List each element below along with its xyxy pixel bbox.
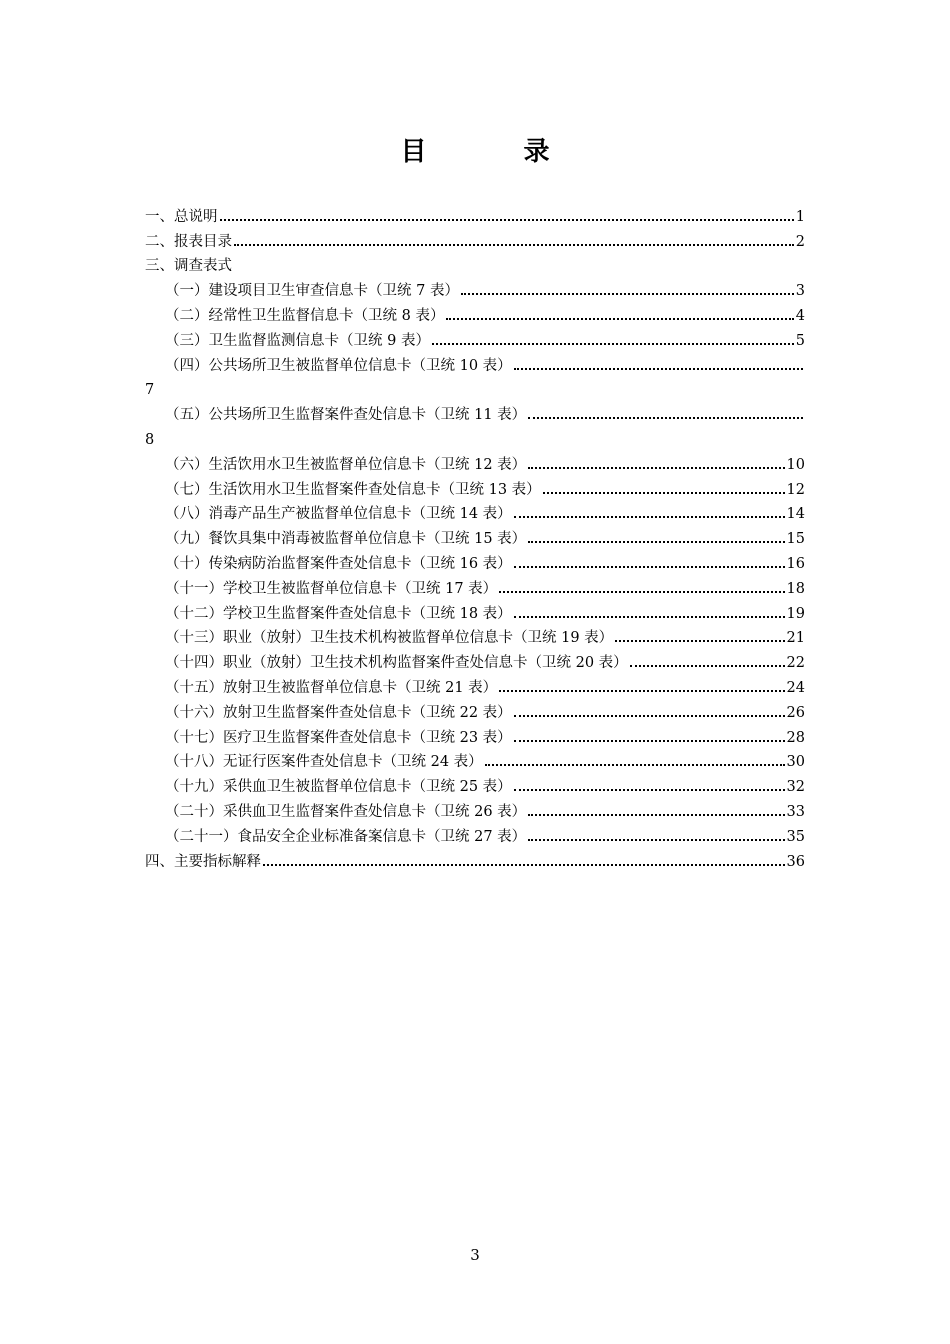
toc-entry-page: 24 bbox=[786, 679, 805, 696]
toc-entry-label: （九）餐饮具集中消毒被监督单位信息卡（卫统 15 表） bbox=[165, 531, 527, 548]
toc-entry-page: 7 bbox=[145, 382, 155, 399]
toc-entry[interactable] bbox=[145, 598, 805, 623]
toc-entry[interactable] bbox=[145, 573, 805, 598]
toc-entry-page: 22 bbox=[786, 655, 805, 672]
toc-leader-dots bbox=[514, 367, 803, 370]
toc-entry[interactable] bbox=[145, 647, 805, 672]
toc-leader-dots bbox=[499, 590, 784, 593]
toc-entry-page: 15 bbox=[786, 531, 805, 548]
toc-leader-dots bbox=[220, 218, 794, 221]
toc-entry-page: 32 bbox=[786, 779, 805, 796]
toc-entry-page: 8 bbox=[145, 431, 155, 448]
toc-entry[interactable] bbox=[145, 350, 805, 375]
toc-leader-dots bbox=[528, 416, 803, 419]
toc-entry[interactable] bbox=[145, 771, 805, 796]
toc-entry-page: 4 bbox=[795, 307, 805, 324]
toc-leader-dots bbox=[514, 788, 785, 791]
toc-entry-page: 3 bbox=[795, 283, 805, 300]
toc-entry-label: （十三）职业（放射）卫生技术机构被监督单位信息卡（卫统 19 表） bbox=[165, 630, 614, 647]
toc-entry[interactable] bbox=[145, 300, 805, 325]
toc-entry[interactable] bbox=[145, 722, 805, 747]
toc-entry-page: 26 bbox=[786, 704, 805, 721]
toc-entry[interactable] bbox=[145, 499, 805, 524]
toc-leader-dots bbox=[432, 342, 794, 345]
toc-entry-label: （六）生活饮用水卫生被监督单位信息卡（卫统 12 表） bbox=[165, 456, 527, 473]
toc-entry-label: （一）建设项目卫生审查信息卡（卫统 7 表） bbox=[165, 283, 459, 300]
toc-entry-page: 2 bbox=[795, 233, 805, 250]
toc-entry[interactable] bbox=[145, 474, 805, 499]
toc-leader-dots bbox=[446, 317, 793, 320]
toc-entry-wrapped-page[interactable] bbox=[145, 375, 805, 400]
toc-entry-label: （十六）放射卫生监督案件查处信息卡（卫统 22 表） bbox=[165, 704, 512, 721]
toc-entry-label: 三、调查表式 bbox=[145, 258, 232, 275]
toc-leader-dots bbox=[514, 739, 785, 742]
toc-leader-dots bbox=[234, 243, 794, 246]
toc-entry[interactable] bbox=[145, 697, 805, 722]
toc-leader-dots bbox=[485, 763, 785, 766]
toc-leader-dots bbox=[514, 515, 785, 518]
toc-entry-page: 16 bbox=[786, 555, 805, 572]
toc-leader-dots bbox=[615, 639, 784, 642]
toc-leader-dots bbox=[528, 838, 784, 841]
toc-entry-label: （十九）采供血卫生被监督单位信息卡（卫统 25 表） bbox=[165, 779, 512, 796]
toc-entry[interactable] bbox=[145, 796, 805, 821]
toc-leader-dots bbox=[543, 491, 785, 494]
toc-entry-label: 一、总说明 bbox=[145, 208, 218, 225]
toc-entry-label: （八）消毒产品生产被监督单位信息卡（卫统 14 表） bbox=[165, 506, 512, 523]
toc-leader-dots bbox=[528, 540, 784, 543]
toc-entry[interactable] bbox=[145, 449, 805, 474]
toc-entry-label: （三）卫生监督监测信息卡（卫统 9 表） bbox=[165, 332, 430, 349]
toc-leader-dots bbox=[528, 466, 784, 469]
toc-entry-page: 14 bbox=[786, 506, 805, 523]
toc-entry-page: 30 bbox=[786, 754, 805, 771]
toc-entry-label: （五）公共场所卫生监督案件查处信息卡（卫统 11 表） bbox=[165, 407, 527, 424]
toc-entry[interactable] bbox=[145, 747, 805, 772]
toc-entry-page: 18 bbox=[786, 580, 805, 597]
toc-leader-dots bbox=[461, 292, 794, 295]
toc-leader-dots bbox=[499, 689, 784, 692]
toc-entry[interactable] bbox=[145, 325, 805, 350]
toc-leader-dots bbox=[514, 615, 785, 618]
toc-entry-label: （十）传染病防治监督案件查处信息卡（卫统 16 表） bbox=[165, 555, 512, 572]
toc-entry[interactable] bbox=[145, 399, 805, 424]
toc-entry-page: 19 bbox=[786, 605, 805, 622]
toc-entry[interactable] bbox=[145, 523, 805, 548]
toc-entry-label: （十二）学校卫生监督案件查处信息卡（卫统 18 表） bbox=[165, 605, 512, 622]
toc-entry-page: 12 bbox=[786, 481, 805, 498]
toc-entry-label: （十一）学校卫生被监督单位信息卡（卫统 17 表） bbox=[165, 580, 498, 597]
toc-entry-label: （四）公共场所卫生被监督单位信息卡（卫统 10 表） bbox=[165, 357, 512, 374]
toc-entry-page: 10 bbox=[786, 456, 805, 473]
toc-entry-label: （十五）放射卫生被监督单位信息卡（卫统 21 表） bbox=[165, 679, 498, 696]
toc-entry[interactable] bbox=[145, 672, 805, 697]
page-number: 3 bbox=[470, 1246, 480, 1264]
toc-entry[interactable] bbox=[145, 251, 805, 276]
table-of-contents bbox=[145, 201, 805, 871]
toc-leader-dots bbox=[263, 863, 785, 866]
toc-entry-page: 21 bbox=[786, 630, 805, 647]
toc-entry[interactable] bbox=[145, 226, 805, 251]
toc-entry-label: （二十）采供血卫生监督案件查处信息卡（卫统 26 表） bbox=[165, 803, 527, 820]
toc-entry[interactable] bbox=[145, 821, 805, 846]
toc-leader-dots bbox=[630, 664, 785, 667]
toc-entry-page: 36 bbox=[786, 853, 805, 870]
toc-entry-label: （二十一）食品安全企业标准备案信息卡（卫统 27 表） bbox=[165, 828, 527, 845]
toc-entry[interactable] bbox=[145, 201, 805, 226]
toc-entry-label: 四、主要指标解释 bbox=[145, 853, 261, 870]
toc-leader-dots bbox=[514, 565, 785, 568]
toc-entry-label: （十八）无证行医案件查处信息卡（卫统 24 表） bbox=[165, 754, 483, 771]
toc-entry-page: 1 bbox=[795, 208, 805, 225]
page-title: 目 录 bbox=[400, 137, 594, 167]
toc-entry[interactable] bbox=[145, 623, 805, 648]
toc-entry[interactable] bbox=[145, 275, 805, 300]
toc-entry-page: 35 bbox=[786, 828, 805, 845]
toc-entry-wrapped-page[interactable] bbox=[145, 424, 805, 449]
toc-entry-label: （七）生活饮用水卫生监督案件查处信息卡（卫统 13 表） bbox=[165, 481, 541, 498]
toc-entry-page: 33 bbox=[786, 803, 805, 820]
toc-entry-page: 5 bbox=[795, 332, 805, 349]
toc-leader-dots bbox=[528, 813, 784, 816]
toc-entry-label: 二、报表目录 bbox=[145, 233, 232, 250]
toc-entry[interactable] bbox=[145, 548, 805, 573]
toc-entry-page: 28 bbox=[786, 729, 805, 746]
toc-entry-label: （十四）职业（放射）卫生技术机构监督案件查处信息卡（卫统 20 表） bbox=[165, 655, 628, 672]
toc-entry-label: （二）经常性卫生监督信息卡（卫统 8 表） bbox=[165, 307, 445, 324]
toc-entry[interactable] bbox=[145, 846, 805, 871]
toc-leader-dots bbox=[514, 714, 785, 717]
toc-entry-label: （十七）医疗卫生监督案件查处信息卡（卫统 23 表） bbox=[165, 729, 512, 746]
